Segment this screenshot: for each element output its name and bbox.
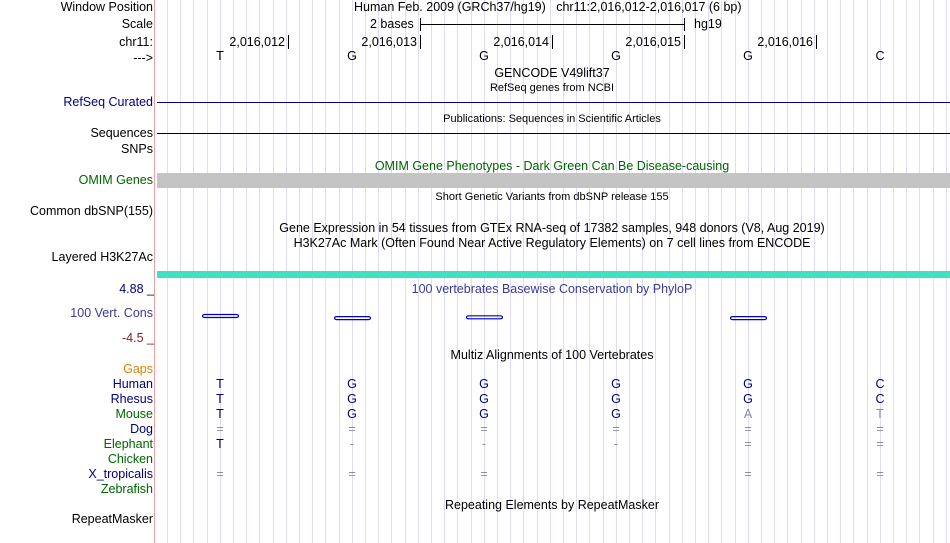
species-label[interactable]: Human <box>112 377 153 391</box>
label-sequences[interactable]: Sequences <box>90 126 153 140</box>
species-base: G <box>347 377 357 391</box>
repeatmasker-track-title[interactable]: Repeating Elements by RepeatMasker <box>444 498 660 512</box>
species-label[interactable]: Rhesus <box>110 392 153 406</box>
species-base: = <box>876 437 884 451</box>
species-label[interactable]: Dog <box>130 422 153 436</box>
label-strand: ---> <box>133 51 153 65</box>
reference-base: G <box>479 49 489 63</box>
species-base: = <box>216 467 224 481</box>
label-window-position: Window Position <box>60 0 153 14</box>
label-100-vert-cons[interactable]: 100 Vert. Cons <box>70 306 153 320</box>
species-base: = <box>348 467 356 481</box>
label-chrom: chr11: <box>119 35 153 49</box>
phylop-score-mark <box>203 315 239 318</box>
species-base: G <box>479 407 489 421</box>
reference-base: T <box>216 49 224 63</box>
dbsnp-track-title[interactable]: Short Genetic Variants from dbSNP release 155 <box>435 191 669 203</box>
species-base: G <box>611 407 621 421</box>
phylop-marks-group <box>203 315 767 320</box>
species-base: T <box>216 407 224 421</box>
species-label[interactable]: Mouse <box>115 407 153 421</box>
species-label[interactable]: Elephant <box>103 437 153 451</box>
label-omim-genes[interactable]: OMIM Genes <box>78 173 153 187</box>
species-label[interactable]: Zebrafish <box>100 482 153 496</box>
species-label[interactable]: Chicken <box>107 452 153 466</box>
species-base: - <box>613 437 619 451</box>
species-base: A <box>743 407 753 421</box>
species-base: T <box>216 437 224 451</box>
species-base: = <box>348 422 356 436</box>
species-base: G <box>743 377 753 391</box>
ruler-coordinate-label: 2,016,016 <box>757 35 813 49</box>
species-base: - <box>349 437 355 451</box>
label-gaps[interactable]: Gaps <box>123 362 153 376</box>
ruler-coordinate-label: 2,016,012 <box>229 35 285 49</box>
species-base: G <box>479 392 489 406</box>
ruler-coordinate-label: 2,016,014 <box>493 35 549 49</box>
species-base: = <box>216 422 224 436</box>
species-base: G <box>611 377 621 391</box>
label-scale: Scale <box>121 17 153 31</box>
scale-value: 2 bases <box>370 17 414 31</box>
refseq-track-title[interactable]: RefSeq genes from NCBI <box>489 82 615 94</box>
ruler-coordinate-label: 2,016,013 <box>361 35 417 49</box>
ruler-coordinate-label: 2,016,015 <box>625 35 681 49</box>
species-base: = <box>480 467 488 481</box>
species-base: G <box>743 392 753 406</box>
scale-db: hg19 <box>694 17 722 31</box>
species-base: = <box>744 437 752 451</box>
label-layered-h3k27ac[interactable]: Layered H3K27Ac <box>51 250 153 264</box>
reference-base: C <box>875 49 885 63</box>
assembly-label: Human Feb. 2009 (GRCh37/hg19) <box>354 0 546 14</box>
species-base: T <box>216 392 224 406</box>
phylop-max-value: 4.88 _ <box>119 282 154 296</box>
reference-base: G <box>743 49 753 63</box>
species-base: = <box>612 422 620 436</box>
species-base: C <box>875 392 885 406</box>
species-base: = <box>480 422 488 436</box>
phylop-track-title[interactable]: 100 vertebrates Basewise Conservation by PhyloP <box>411 282 693 296</box>
species-base: G <box>611 392 621 406</box>
phylop-score-mark <box>335 317 371 320</box>
phylop-min-value: -4.5 _ <box>122 331 154 345</box>
omim-track-title[interactable]: OMIM Gene Phenotypes - Dark Green Can Be Disease-causing <box>374 159 730 173</box>
label-snps[interactable]: SNPs <box>121 142 153 156</box>
species-base: G <box>347 392 357 406</box>
gencode-track-title[interactable]: GENCODE V49lift37 <box>494 66 610 80</box>
species-base: G <box>479 377 489 391</box>
species-base: T <box>876 407 884 421</box>
label-common-dbsnp[interactable]: Common dbSNP(155) <box>30 204 153 218</box>
species-base: C <box>875 377 885 391</box>
reference-base: G <box>611 49 621 63</box>
gtex-track-title[interactable]: Gene Expression in 54 tissues from GTEx RNA-seq of 17382 samples, 948 donors (V8, Aug 2019) <box>279 221 825 235</box>
species-base: - <box>481 437 487 451</box>
phylop-score-mark <box>731 317 767 320</box>
position-readout: chr11:2,016,012-2,016,017 (6 bp) <box>556 0 742 14</box>
species-base: = <box>876 467 884 481</box>
reference-base: G <box>347 49 357 63</box>
species-base: = <box>744 467 752 481</box>
multiz-track-title[interactable]: Multiz Alignments of 100 Vertebrates <box>450 348 654 362</box>
h3k27ac-track-title[interactable]: H3K27Ac Mark (Often Found Near Active Regulatory Elements) on 7 cell lines from ENCODE <box>293 236 811 250</box>
label-refseq-curated[interactable]: RefSeq Curated <box>63 95 153 109</box>
species-label[interactable]: X_tropicalis <box>88 467 153 481</box>
species-base: = <box>876 422 884 436</box>
publications-track-title[interactable]: Publications: Sequences in Scientific Articles <box>443 113 661 125</box>
label-repeatmasker[interactable]: RepeatMasker <box>71 512 153 526</box>
species-base: = <box>744 422 752 436</box>
species-base: T <box>216 377 224 391</box>
species-base: G <box>347 407 357 421</box>
phylop-score-mark <box>467 316 503 319</box>
